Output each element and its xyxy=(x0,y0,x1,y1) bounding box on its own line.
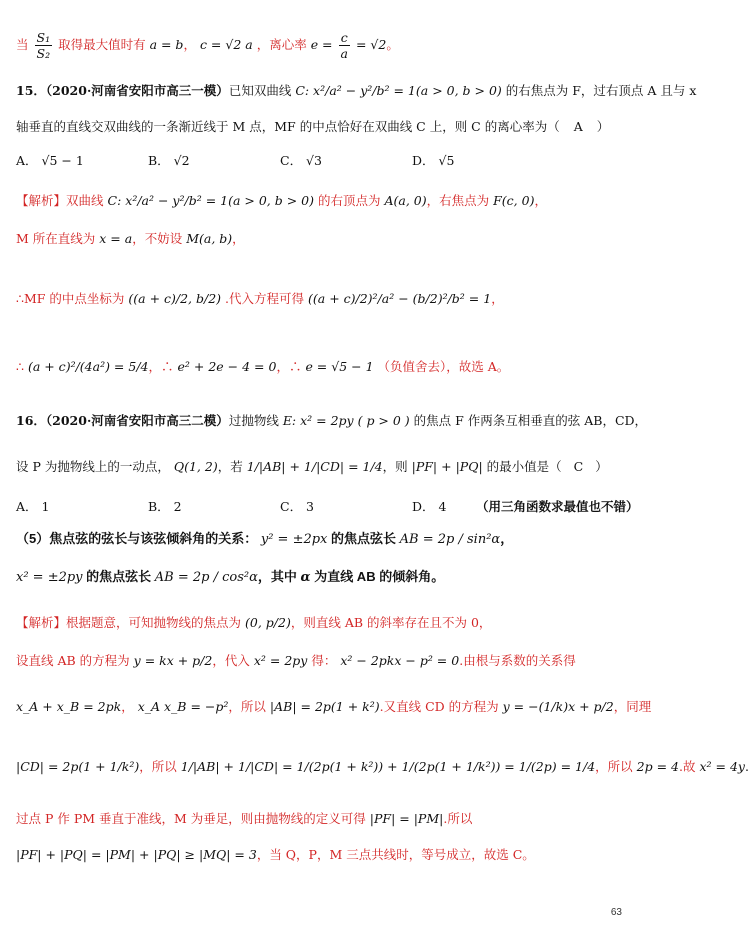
sol16-text-16: .所以 xyxy=(443,811,473,826)
s-ratio-fraction xyxy=(35,30,53,61)
tip-text-6: 为直线 AB 的倾斜角。 xyxy=(314,569,445,584)
intro-line xyxy=(16,30,628,61)
q15-source: （2020·河南省安阳市高三一模） xyxy=(45,83,229,98)
sol16-math-10: 1/|AB| + 1/|CD| = 1/(2p(1 + k²)) + 1/(2p(1 + 1/k²)) = 1/(2p) = 1/4 xyxy=(180,759,596,774)
q16-text-2: 的焦点 F 作两条互相垂直的弦 AB，CD， xyxy=(413,413,648,428)
sol16-text-15: 过点 P 作 PM 垂直于准线，M 为垂足，则由抛物线的定义可得 xyxy=(16,811,366,826)
tip-text-2: 的焦点弦长 xyxy=(331,531,397,546)
sol15-line-1 xyxy=(16,192,628,210)
sol16-math-6: x_A x_B = −p² xyxy=(137,699,229,714)
sol16-text-5: 得： xyxy=(311,653,337,668)
sol16-text-11: ，所以 xyxy=(139,759,177,774)
sol16-math-8: y = −(1/k)x + p/2 xyxy=(502,699,614,714)
tip-text-5: ，其中 xyxy=(257,569,297,584)
q15-text-2: 的右焦点为 F，过右顶点 A 且与 x xyxy=(505,83,697,98)
sol15-text-10: ， xyxy=(491,291,504,306)
frac-den: a xyxy=(340,46,348,61)
sol15-math-7: (a + c)²/(4a²) = 5/4 xyxy=(27,359,149,374)
page-number: 63 xyxy=(610,907,622,918)
sol15-line-3 xyxy=(16,290,628,308)
sol16-text-12: ，所以 xyxy=(595,759,633,774)
q16-math-1: Q(1, 2) xyxy=(173,459,218,474)
q16-note: （用三角函数求最值也不错） xyxy=(476,499,639,514)
intro-math-4: = √2 xyxy=(355,37,387,52)
sol15-text-3: ，右焦点为 xyxy=(426,193,490,208)
sol15-tag: 【解析】 xyxy=(16,193,67,208)
tip-math-2: AB = 2p / sin²α xyxy=(399,532,501,547)
sol15-text-9: .代入方程可得 xyxy=(225,291,305,306)
q16-text-3: 设 P 为抛物线上的一动点， xyxy=(16,459,170,474)
q15-option-a: A． √5 − 1 xyxy=(16,153,84,168)
sol16-text-10: ，同理 xyxy=(613,699,652,714)
frac-num: S₁ xyxy=(36,30,51,45)
tip-math-1: y² = ±2px xyxy=(260,532,328,547)
sol15-text-6: ，不妨设 xyxy=(132,231,183,246)
intro-text-1: 当 xyxy=(16,37,29,52)
sol16-math-4: x² − 2pkx − p² = 0 xyxy=(340,653,460,668)
sol16-line-6 xyxy=(16,846,628,864)
sol15-math-2: F(c, 0) xyxy=(493,193,535,208)
sol15-text-5: M 所在直线为 xyxy=(16,231,96,246)
sol15-line-2 xyxy=(16,230,628,248)
tip-math-4: AB = 2p / cos²α xyxy=(154,570,258,585)
sol16-math-11: 2p = 4 xyxy=(636,759,679,774)
q15-text-1: 已知双曲线 xyxy=(228,83,292,98)
q15-answer: A xyxy=(573,119,583,134)
q16-math-3: |PF| + |PQ| xyxy=(411,459,483,474)
sol15-text-14: （负值舍去），故选 A。 xyxy=(377,359,510,374)
q15-option-d: D． √5 xyxy=(412,153,455,168)
tip-line-1 xyxy=(16,530,628,549)
sol16-text-17: ，当 Q，P，M 三点共线时，等号成立，故选 C。 xyxy=(256,847,535,862)
sol16-math-14: |PF| + |PQ| = |PM| + |PQ| ≥ |MQ| = 3 xyxy=(16,847,257,862)
tip-text-3: ， xyxy=(500,531,514,546)
frac-num: c xyxy=(339,30,350,46)
sol15-math-8: e² + 2e − 4 = 0 xyxy=(177,359,277,374)
sol15-text-2: 的右顶点为 xyxy=(317,193,381,208)
sol15-math-3: x = a xyxy=(99,231,133,246)
q15-close: ） xyxy=(596,119,610,134)
sol15-text-12: ，∴ xyxy=(148,359,174,374)
q16-line-1 xyxy=(16,412,648,430)
tip-math-5: α xyxy=(300,570,311,585)
frac-den: S₂ xyxy=(36,46,51,61)
sol16-text-9: .又直线 CD 的方程为 xyxy=(379,699,499,714)
q15-line-1 xyxy=(16,82,697,100)
tip-text-4: 的焦点弦长 xyxy=(86,569,152,584)
sol15-text-4: ， xyxy=(534,193,547,208)
sol15-text-8: ∴MF 的中点坐标为 xyxy=(16,291,125,306)
intro-text-3: ， xyxy=(183,37,196,52)
sol15-text-11: ∴ xyxy=(16,359,24,374)
q16-equation: E: x² = 2py ( p > 0 ) xyxy=(282,413,410,428)
sol16-text-7: ， xyxy=(121,699,134,714)
sol16-line-2 xyxy=(16,652,628,670)
sol16-line-3 xyxy=(16,698,652,716)
sol15-math-1: A(a, 0) xyxy=(384,193,427,208)
q16-text-5: ，则 xyxy=(382,459,408,474)
q15-option-c: C． √3 xyxy=(280,153,322,168)
q16-math-2: 1/|AB| + 1/|CD| = 1/4 xyxy=(246,459,383,474)
sol16-math-7: |AB| = 2p(1 + k²) xyxy=(269,699,380,714)
sol16-text-2: ，则直线 AB 的斜率存在且不为 0， xyxy=(290,615,492,630)
q16-number: 16． xyxy=(16,413,46,428)
sol15-math-4: M(a, b) xyxy=(186,231,233,246)
q15-equation: C: x²/a² − y²/b² = 1(a > 0, b > 0) xyxy=(295,83,502,98)
sol16-text-13: .故 xyxy=(679,759,696,774)
sol16-math-12: x² = 4y xyxy=(699,759,745,774)
tip-math-3: x² = ±2py xyxy=(16,570,83,585)
sol15-text-1: 双曲线 xyxy=(66,193,104,208)
sol16-text-3: 设直线 AB 的方程为 xyxy=(16,653,130,668)
q16-answer: C xyxy=(573,459,584,474)
sol16-math-2: y = kx + p/2 xyxy=(133,653,213,668)
sol16-line-4 xyxy=(16,758,749,776)
sol15-math-5: ((a + c)/2, b/2) xyxy=(128,291,222,306)
intro-text-4: ，离心率 xyxy=(256,37,307,52)
q16-option-a: A． 1 xyxy=(16,499,50,514)
sol16-math-5: x_A + x_B = 2pk xyxy=(16,699,122,714)
q16-text-4: ，若 xyxy=(217,459,243,474)
sol15-eq-1: C: x²/a² − y²/b² = 1(a > 0, b > 0) xyxy=(107,193,314,208)
tip-line-2 xyxy=(16,568,628,587)
sol15-math-9: e = √5 − 1 xyxy=(305,359,374,374)
q15-text-3: 轴垂直的直线交双曲线的一条渐近线于 M 点，MF 的中点恰好在双曲线 C 上，则 C 的离心率为（ xyxy=(16,119,560,134)
sol16-text-6: .由根与系数的关系得 xyxy=(459,653,576,668)
sol15-text-7: ， xyxy=(232,231,245,246)
intro-math-3: e = xyxy=(310,37,333,52)
tip-text-1: （5）焦点弦的弦长与该弦倾斜角的关系： xyxy=(16,531,258,546)
q15-options xyxy=(16,152,628,172)
sol16-tag: 【解析】 xyxy=(16,615,67,630)
q16-text-6: 的最小值是（ xyxy=(486,459,562,474)
q16-line-2 xyxy=(16,458,628,476)
q15-line-2 xyxy=(16,118,628,136)
sol16-text-1: 根据题意，可知抛物线的焦点为 xyxy=(66,615,242,630)
intro-text-2: 取得最大值时有 xyxy=(58,37,146,52)
sol16-math-3: x² = 2py xyxy=(253,653,308,668)
e-fraction xyxy=(339,30,350,61)
intro-text-5: 。 xyxy=(386,37,399,52)
q16-option-d: D． 4 xyxy=(412,499,447,514)
sol16-math-9: |CD| = 2p(1 + 1/k²) xyxy=(16,759,140,774)
sol16-math-13: |PF| = |PM| xyxy=(369,811,444,826)
q16-option-b: B． 2 xyxy=(148,499,182,514)
sol16-text-14: . xyxy=(744,759,749,774)
q16-source: （2020·河南省安阳市高三二模） xyxy=(45,413,229,428)
q16-close: ） xyxy=(595,459,608,474)
q16-text-1: 过抛物线 xyxy=(228,413,279,428)
q15-option-b: B． √2 xyxy=(148,153,190,168)
sol16-line-5 xyxy=(16,810,628,828)
intro-math-2: c = √2 a xyxy=(199,37,253,52)
sol16-text-4: ，代入 xyxy=(212,653,250,668)
q16-options xyxy=(16,498,639,518)
sol16-line-1 xyxy=(16,614,628,632)
q15-number: 15． xyxy=(16,83,46,98)
sol16-math-1: (0, p/2) xyxy=(245,615,291,630)
sol15-text-13: ，∴ xyxy=(276,359,302,374)
sol15-line-4 xyxy=(16,358,628,376)
sol15-math-6: ((a + c)/2)²/a² − (b/2)²/b² = 1 xyxy=(308,291,492,306)
q16-option-c: C． 3 xyxy=(280,499,314,514)
sol16-text-8: ，所以 xyxy=(228,699,266,714)
intro-math-1: a = b xyxy=(149,37,184,52)
